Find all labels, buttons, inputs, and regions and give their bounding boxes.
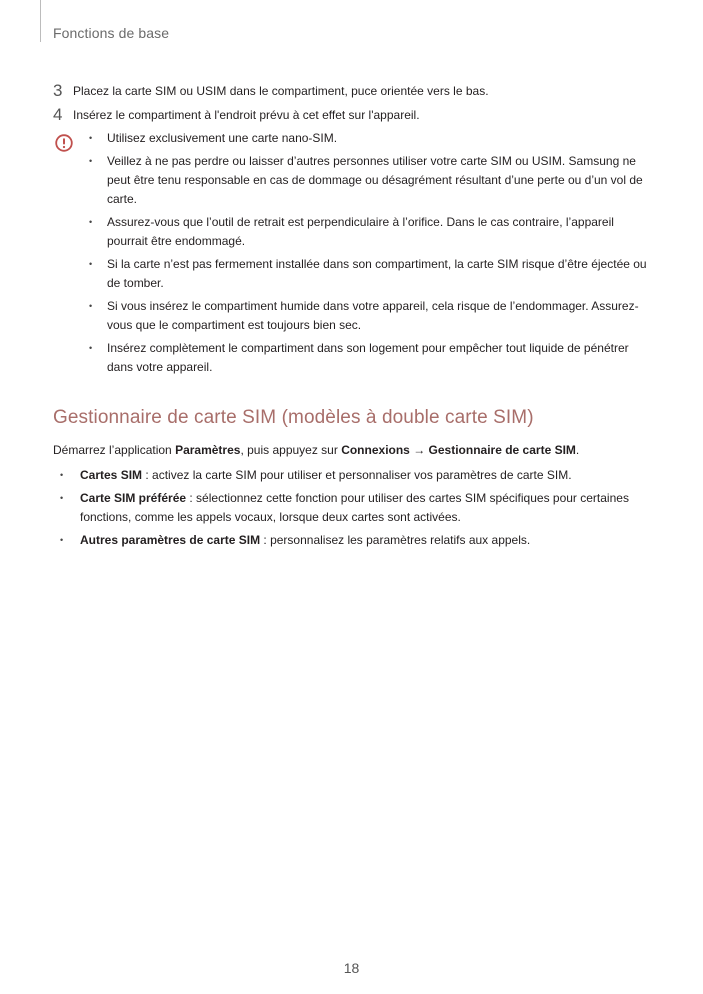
header-title: Fonctions de base xyxy=(53,25,170,41)
intro-suffix: . xyxy=(575,443,580,457)
intro-menu-sim-manager: Gestionnaire de carte SIM xyxy=(428,443,576,457)
feature-item xyxy=(80,466,655,485)
intro-menu-connexions: Connexions xyxy=(341,443,410,457)
feature-desc: : personnalisez les paramètres relatifs aux appels. xyxy=(260,533,531,547)
intro-middle: , puis appuyez sur xyxy=(240,443,342,457)
caution-item: • Insérez complètement le compartiment dans son logement pour empêcher tout liquide de pénétrer dans votre appareil. xyxy=(107,339,652,377)
feature-term: Autres paramètres de carte SIM xyxy=(80,533,261,547)
feature-term: Cartes SIM xyxy=(80,468,143,482)
intro-app-name: Paramètres xyxy=(175,443,241,457)
caution-item: • Si vous insérez le compartiment humide dans votre appareil, cela risque de l’endommager. Assurez-vous que le compartiment est toujours bien sec. xyxy=(107,297,652,335)
page-number: 18 xyxy=(343,960,360,976)
section-title: Gestionnaire de carte SIM (modèles à double carte SIM) xyxy=(53,407,534,428)
header-rule xyxy=(40,0,41,42)
caution-icon xyxy=(55,134,73,152)
caution-item: • Si la carte n’est pas fermement installée dans son compartiment, la carte SIM risque d’être éjectée ou de tomber. xyxy=(107,255,652,293)
step-3 xyxy=(53,83,489,99)
feature-term: Carte SIM préférée xyxy=(80,491,187,505)
caution-item: • Veillez à ne pas perdre ou laisser d’autres personnes utiliser votre carte SIM ou USIM. Samsung ne peut être tenu responsable en cas de dommage ou désagrément résultant d’une perte ou d’un vol de carte. xyxy=(107,152,652,209)
feature-item xyxy=(80,531,655,550)
caution-item: • Assurez-vous que l’outil de retrait est perpendiculaire à l’orifice. Dans le cas contraire, l’appareil pourrait être endommagé. xyxy=(107,213,652,251)
feature-desc: : activez la carte SIM pour utiliser et personnaliser vos paramètres de carte SIM. xyxy=(142,468,572,482)
feature-item xyxy=(80,489,655,527)
step-number: 3 xyxy=(53,81,63,100)
intro-arrow: → xyxy=(409,443,429,457)
feature-list xyxy=(80,466,655,554)
step-text: Insérez le compartiment à l'endroit prévu à cet effet sur l'appareil. xyxy=(73,108,420,122)
section-intro xyxy=(53,442,579,458)
step-4 xyxy=(53,107,420,123)
intro-prefix: Démarrez l’application xyxy=(53,443,176,457)
step-number: 4 xyxy=(53,105,63,124)
step-text: Placez la carte SIM ou USIM dans le compartiment, puce orientée vers le bas. xyxy=(73,84,489,98)
caution-list xyxy=(107,129,652,381)
feature-desc: : sélectionnez cette fonction pour utiliser des cartes SIM spécifiques pour certaines fonctions, comme les appels vocaux, lorsque deux cartes sont activées. xyxy=(80,491,629,524)
caution-item: • Utilisez exclusivement une carte nano-SIM. xyxy=(107,129,652,148)
